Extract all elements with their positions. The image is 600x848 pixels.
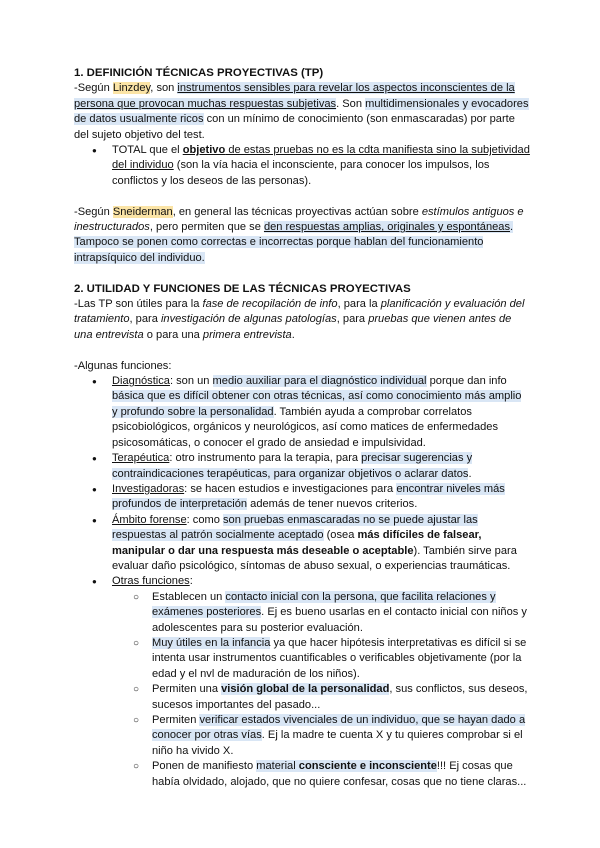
function-terapeutica: ● Terapéutica: otro instrumento para la terapia, para precisar sugerencias y contraindicaciones terapéuticas, para organizar objetivos o aclarar datos. (74, 451, 530, 482)
section-1-bullets (74, 143, 530, 189)
spacer (74, 189, 530, 204)
linzdey-definition: -Según Linzdey, son instrumentos sensibles para revelar los aspectos inconscientes de la persona que provocan muchas respuestas subjetivas. Son multidimensionales y evocadores de datos usualmente ricos con un mínimo de conocimiento (son enmascaradas) por parte del sujeto objetivo del test. (74, 82, 529, 141)
sublist-item: ○ Permiten verificar estados vivenciales de un individuo, que se hayan dado a conocer por otras vías. Ej la madre te cuenta X y tu quieres comprobar si el niño ha vivido X. (112, 713, 530, 759)
functions-label: -Algunas funciones: (74, 359, 172, 372)
function-forense: ● Ámbito forense: como son pruebas enmascaradas no se puede ajustar las respuestas al patrón socialmente aceptado (osea más difíciles de falsear, manipular o dar una respuesta más deseable o aceptable). También sirve para evaluar daño psicológico, síntomas de abuso sexual, o experiencias traumáticas. (74, 513, 530, 575)
sneiderman-definition: -Según Sneiderman, en general las técnicas proyectivas actúan sobre estímulos antiguos e inestructurados, pero permiten que se den respuestas amplias, originales y espontáneas. Tampoco se ponen como correctas e incorrectas porque hablan del funcionamiento intrapsíquico del individuo. (74, 205, 524, 264)
section-2-title: 2. UTILIDAD Y FUNCIONES DE LAS TÉCNICAS PROYECTIVAS (74, 282, 411, 295)
functions-list (74, 374, 530, 790)
function-diagnostica: ● Diagnóstica: son un medio auxiliar para el diagnóstico individual porque dan info básica que es difícil obtener con otras técnicas, así como conocimiento más amplio y profundo sobre la personalidad. También ayuda a comprobar correlatos psicobiológicos, orgánicos y neurológicos, así como matices de enfermedades psicosomáticas, o conocer el grado de ansiedad e impulsividad. (74, 374, 530, 451)
spacer (74, 266, 530, 281)
list-item: ● TOTAL que el objetivo de estas pruebas no es la cdta manifiesta sino la subjetividad del individuo (son la vía hacia el inconsciente, para conocer los impulsos, los conflictos y los deseos de las personas). (74, 143, 530, 189)
function-otras: ● Otras funciones: ○ Establecen un contacto inicial con la persona, que facilita relaciones y exámenes posteriores. Ej es bueno usarlas en el contacto inicial con niños y adolescentes para su posterior evaluación. ○ Muy útiles en la infancia ya que hacer hipótesis interpretativas es difícil si se intenta usar instrumentos cuantificables o verificables objetivamente (por la edad y el nvl de maduración de los niños). ○ Permiten una visión global de la personalidad, sus conflictos, sus deseos, sucesos importantes del pasado... ○ Permiten verificar estados vivenciales de un individuo, que se hayan dado a conocer por otras vías. Ej la madre te cuenta X y tu quieres comprobar si el niño ha vivido X. ○ Ponen de manifiesto material consciente e inconsciente!!! Ej cosas que había olvidado, alojado, que no quiere confesar, cosas que no tiene claras... (74, 574, 530, 790)
spacer (74, 343, 530, 358)
usefulness-paragraph: -Las TP son útiles para la fase de recopilación de info, para la planificación y evaluación del tratamiento, para investigación de algunas patologías, para pruebas que vienen antes de una entrevista o para una primera entrevista. (74, 298, 525, 341)
sublist-item: ○ Permiten una visión global de la personalidad, sus conflictos, sus deseos, sucesos importantes del pasado... (112, 682, 530, 713)
author-linzdey: Linzdey (112, 82, 151, 95)
sublist-item: ○ Establecen un contacto inicial con la persona, que facilita relaciones y exámenes posteriores. Ej es bueno usarlas en el contacto inicial con niños y adolescentes para su posterior evaluación. (112, 590, 530, 636)
document-page (74, 66, 530, 790)
sublist-item: ○ Ponen de manifiesto material consciente e inconsciente!!! Ej cosas que había olvidado, alojado, que no quiere confesar, cosas que no tiene claras... (112, 759, 530, 790)
section-1-title: 1. DEFINICIÓN TÉCNICAS PROYECTIVAS (TP) (74, 67, 324, 79)
sublist-item: ○ Muy útiles en la infancia ya que hacer hipótesis interpretativas es difícil si se intenta usar instrumentos cuantificables o verificables objetivamente (por la edad y el nvl de maduración de los niños). (112, 636, 530, 682)
author-sneiderman: Sneiderman (112, 205, 173, 218)
function-investigadoras: ● Investigadoras: se hacen estudios e investigaciones para encontrar niveles más profundos de interpretación además de tener nuevos criterios. (74, 482, 530, 513)
otras-funciones-sublist (112, 590, 530, 790)
